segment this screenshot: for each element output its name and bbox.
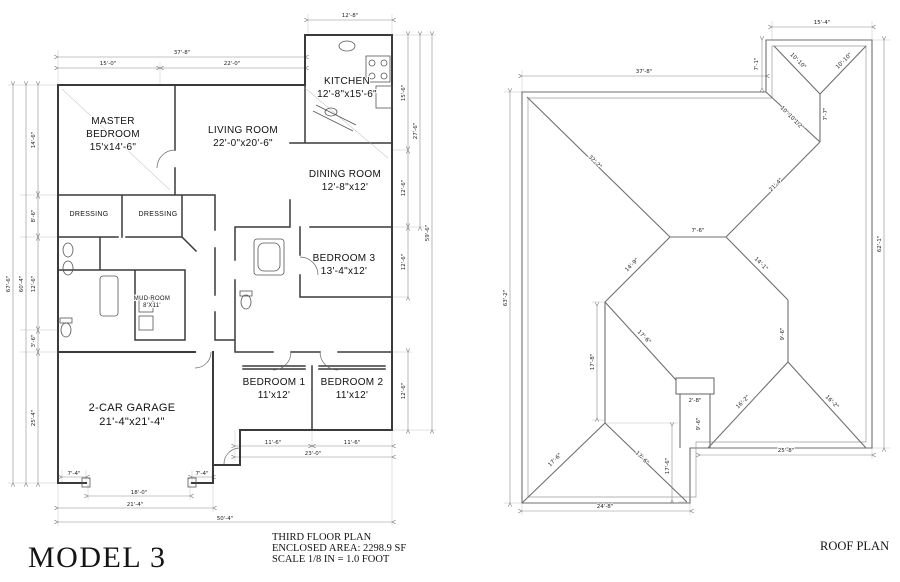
roof-dimension-lines — [510, 27, 884, 511]
dimension-label: 7'-1" — [754, 57, 760, 71]
dimension-label: 59'-6" — [425, 224, 431, 242]
room-label: LIVING ROOM 22'-0"x20'-6" — [208, 125, 278, 149]
master-tub — [100, 276, 118, 316]
room-label: DRESSING — [69, 211, 109, 218]
dimension-label: 7'-4" — [195, 471, 209, 477]
roof-cricket — [676, 378, 714, 394]
roof-plan-drawing — [503, 20, 890, 515]
room-label: 2-CAR GARAGE 21'-4"x21'-4" — [88, 402, 176, 428]
dimension-label: 15'-6" — [401, 84, 407, 102]
dryer — [139, 316, 153, 330]
dimension-label: 17'-8" — [590, 353, 596, 371]
dimension-label: 16'-2" — [823, 394, 840, 411]
dimension-label: 10'-10" — [788, 52, 807, 71]
dimension-label: 63'-2" — [503, 289, 509, 307]
dimension-label: 15'-0" — [99, 61, 117, 67]
vanity-sink — [63, 261, 73, 275]
dimension-label: 22'-0" — [223, 61, 241, 67]
dimension-label: 21'-4" — [126, 502, 144, 508]
dimension-label: 25'-4" — [31, 409, 37, 427]
dimension-label: 12'-6" — [401, 253, 407, 271]
room-label: MUD ROOM 8'X11' — [133, 296, 171, 309]
dimension-label: 24'-8" — [596, 504, 614, 510]
dimension-label: 32'-2" — [586, 154, 603, 171]
dimension-label: 17'-6" — [665, 457, 671, 475]
dimension-label: 62'-1" — [877, 235, 883, 253]
dimension-label: 16'-2" — [735, 394, 752, 411]
toilet — [61, 323, 71, 337]
toilet — [241, 295, 251, 309]
dimension-label: 9'-6" — [696, 417, 702, 431]
dimension-label: 15'-4" — [813, 20, 831, 26]
dimension-label: 14'-9" — [624, 257, 641, 274]
dimension-label: 17'-6" — [633, 450, 650, 467]
dimension-label: 9'-6" — [780, 327, 786, 341]
dimension-label: 37'-8" — [173, 50, 191, 56]
roof-plan-title: ROOF PLAN — [820, 539, 890, 553]
dimension-label: 10'-10" — [835, 52, 854, 71]
dimension-label: 17'-6" — [635, 329, 652, 346]
dimension-label: 17'-6" — [547, 452, 564, 469]
dimension-label: 12'-6" — [31, 275, 37, 293]
floor-room-labels — [70, 76, 384, 428]
kitchen-sink — [339, 41, 355, 51]
vanity-sink — [63, 243, 73, 257]
dimension-label: 23'-0" — [304, 451, 322, 457]
model-title: MODEL 3 — [28, 541, 167, 574]
dimension-label: 27'-6" — [413, 122, 419, 140]
dimension-label: 60'-4" — [19, 275, 25, 293]
dimension-label: 67'-6" — [6, 275, 12, 293]
roof-hip-lines — [522, 46, 866, 503]
bathtub — [254, 239, 284, 275]
roof-extension-lines — [504, 21, 890, 515]
dimension-label: 11'-6" — [343, 440, 361, 446]
dimension-label: 25'-8" — [777, 448, 795, 454]
dimension-label: 50'-4" — [216, 516, 234, 522]
dimension-label: 11'-6" — [264, 440, 282, 446]
dimension-label: 7'-7" — [823, 107, 829, 121]
room-label: KITCHEN 12'-8"x15'-6" — [317, 76, 377, 100]
dimension-label: 18'-0" — [130, 490, 148, 496]
dimension-label: 14'-6" — [31, 131, 37, 149]
plan-title: THIRD FLOOR PLAN — [272, 532, 372, 543]
dimension-label: 14'-1" — [752, 256, 769, 273]
room-label: BEDROOM 3 13'-4"x12' — [312, 253, 376, 277]
dimension-label: 8'-6" — [31, 209, 37, 223]
roof-dim-labels — [503, 20, 883, 510]
refrigerator — [376, 86, 392, 108]
dimension-label: 37'-8" — [635, 69, 653, 75]
room-label: BEDROOM 1 11'x12' — [242, 377, 306, 401]
dimension-label: 7'-4" — [67, 471, 81, 477]
dimension-label: 12'-8" — [341, 13, 359, 19]
plan-scale: SCALE 1/8 IN = 1.0 FOOT — [272, 554, 390, 565]
dimension-label: 12'-6" — [401, 382, 407, 400]
room-label: MASTER BEDROOM 15'x14'-6" — [86, 116, 140, 153]
plan-area: ENCLOSED AREA: 2298.9 SF — [272, 543, 407, 554]
floor-plan-drawing — [6, 13, 436, 526]
room-label: BEDROOM 2 11'x12' — [320, 377, 384, 401]
door-arcs — [157, 150, 338, 464]
dimension-label: 21'-4" — [768, 177, 785, 194]
dimension-label: 3'-6" — [31, 334, 37, 348]
dimension-label: 10'-10 1/2" — [778, 105, 805, 132]
room-label: DINING ROOM 12'-8"x12' — [308, 169, 382, 193]
dimension-label: 7'-6" — [691, 228, 705, 234]
room-label: DRESSING — [138, 211, 178, 218]
dimension-label: 2'-8" — [688, 398, 702, 404]
dimension-label: 12'-6" — [401, 179, 407, 197]
